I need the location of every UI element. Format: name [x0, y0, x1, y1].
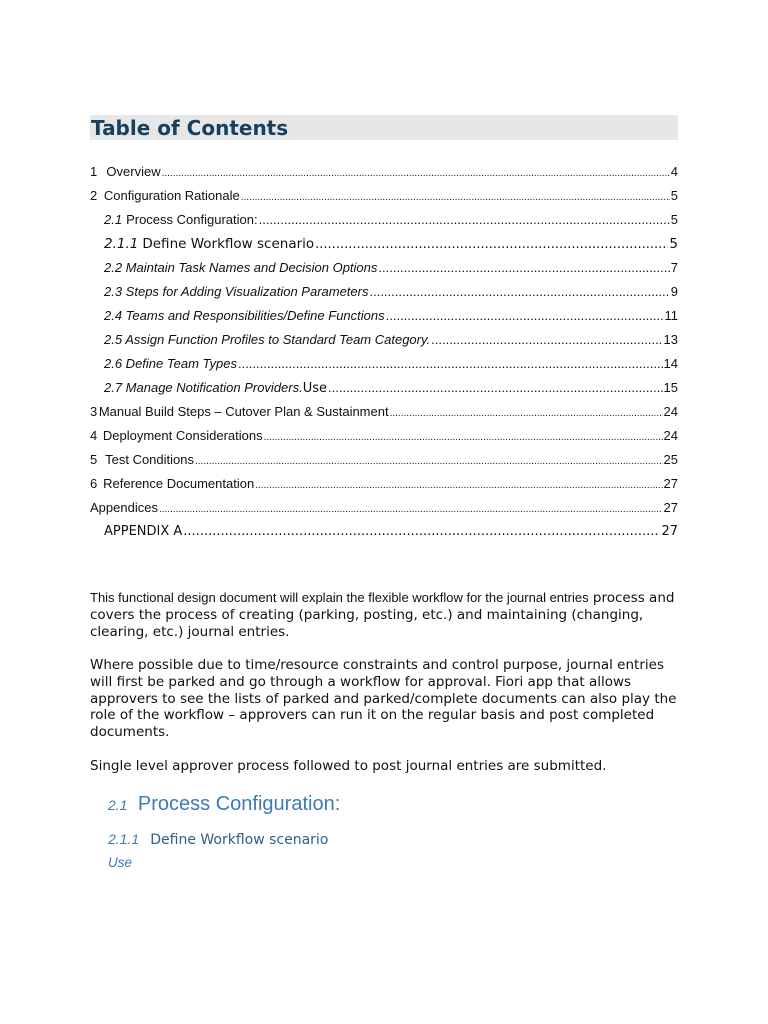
toc-entry-number: 2.1: [104, 212, 123, 227]
toc-leader-dots: [159, 504, 663, 515]
toc-entry-appendices[interactable]: [90, 500, 678, 524]
toc-entry-page: 15: [663, 380, 678, 395]
approver-process-paragraph: Single level approver process followed to post journal entries are submitted.: [90, 758, 607, 774]
toc-entry-page: 24: [663, 404, 678, 419]
toc-entry-reference-documentation[interactable]: [90, 476, 678, 500]
toc-leader-dots: [369, 284, 669, 299]
subsection-title: Define Workflow scenario: [150, 832, 329, 848]
toc-entry-page: 7: [670, 260, 678, 275]
section-heading-process-configuration: [108, 793, 340, 816]
toc-entry-number: 2.1.1: [104, 236, 139, 252]
toc-entry-title: Overview: [106, 164, 161, 179]
toc-entry-visualization-parameters[interactable]: [90, 284, 678, 308]
toc-leader-dots: [315, 237, 668, 252]
toc-heading: Table of Contents: [91, 116, 289, 140]
toc-entry-page: 9: [670, 284, 678, 299]
toc-leader-dots: [264, 432, 663, 443]
section-number: 2.1: [108, 797, 128, 813]
toc-leader-dots: [431, 332, 662, 347]
toc-entry-title: Define Workflow scenario: [142, 236, 315, 252]
toc-entry-number: 5: [90, 452, 98, 467]
toc-leader-dots: [162, 168, 670, 179]
toc-entry-page: 27: [661, 524, 678, 539]
toc-entry-title: 2.6 Define Team Types: [104, 356, 237, 371]
toc-leader-dots: [255, 480, 662, 491]
toc-entry-title: Manual Build Steps – Cutover Plan & Sustainment: [98, 404, 389, 419]
toc-entry-title: Reference Documentation: [103, 476, 255, 491]
toc-entry-title: 2.5 Assign Function Profiles to Standard Team Category.: [104, 332, 431, 347]
toc-leader-dots: [241, 192, 670, 203]
subsection-heading-define-workflow: [108, 829, 328, 848]
toc-entry-title: 2.3 Steps for Adding Visualization Parameters: [104, 284, 369, 299]
toc-entry-number: 1: [90, 164, 98, 179]
toc-entry-page: 5: [669, 236, 678, 252]
toc-entry-configuration-rationale[interactable]: [90, 188, 678, 212]
toc-leader-dots: [195, 456, 663, 467]
toc-entry-appendix-a[interactable]: [90, 524, 678, 548]
toc-leader-dots: [183, 524, 660, 539]
toc-entry-title: APPENDIX A: [104, 524, 183, 539]
toc-entry-title: Appendices: [90, 500, 158, 515]
toc-entry-title: 2.4 Teams and Responsibilities/Define Functions: [104, 308, 385, 323]
use-label: Use: [108, 855, 133, 870]
toc-entry-process-configuration[interactable]: [90, 212, 678, 236]
toc-entry-title: 2.7 Manage Notification Providers.: [104, 380, 303, 395]
section-title: Process Configuration:: [137, 793, 341, 815]
toc-entry-number: 3: [90, 404, 98, 419]
intro-paragraph-rest: process and covers the process of creating (parking, posting, etc.) and maintaining (changing, clearing, etc.) journal entries.: [90, 590, 675, 640]
toc-entry-define-workflow-scenario[interactable]: [90, 236, 678, 260]
toc-entry-number: 6: [90, 476, 98, 491]
table-of-contents: [90, 164, 678, 548]
toc-leader-dots: [328, 380, 663, 395]
toc-entry-deployment-considerations[interactable]: [90, 428, 678, 452]
toc-entry-page: 4: [670, 164, 678, 179]
toc-entry-title: Deployment Considerations: [102, 428, 263, 443]
toc-entry-title: Test Conditions: [105, 452, 194, 467]
approval-paragraph: Where possible due to time/resource constraints and control purpose, journal entries will first be parked and go through a workflow for approval. Fiori app that allows approvers to see the lists of parked and parked/complete documents can also play the role of the workflow – approvers can run it on the regular basis and post completed documents.: [90, 657, 677, 741]
toc-entry-assign-function-profiles[interactable]: [90, 332, 678, 356]
toc-entry-maintain-task-names[interactable]: [90, 260, 678, 284]
toc-entry-page: 27: [663, 476, 678, 491]
subsection-number: 2.1.1: [108, 831, 140, 847]
toc-entry-page: 5: [670, 188, 678, 203]
toc-entry-page: 24: [663, 428, 678, 443]
intro-paragraph-lead: This functional design document will explain the flexible workflow for the journal entries: [90, 590, 589, 605]
toc-leader-dots: [386, 308, 664, 323]
toc-entry-page: 27: [663, 500, 678, 515]
toc-entry-title: Configuration Rationale: [103, 188, 240, 203]
toc-entry-page: 14: [663, 356, 678, 371]
toc-entry-title: 2.2 Maintain Task Names and Decision Options: [104, 260, 378, 275]
toc-entry-page: 25: [663, 452, 678, 467]
toc-entry-test-conditions[interactable]: [90, 452, 678, 476]
toc-entry-number: 2: [90, 188, 98, 203]
toc-entry-page: 11: [664, 308, 678, 323]
toc-entry-teams-responsibilities[interactable]: [90, 308, 678, 332]
toc-entry-page: 13: [663, 332, 678, 347]
toc-entry-overview[interactable]: [90, 164, 678, 188]
toc-entry-manual-build-steps[interactable]: [90, 404, 678, 428]
intro-paragraph: [90, 590, 690, 640]
toc-leader-dots: [238, 356, 663, 371]
toc-heading-bar: [90, 115, 678, 140]
toc-leader-dots: [390, 408, 663, 419]
toc-entry-number: 4: [90, 428, 98, 443]
toc-entry-define-team-types[interactable]: [90, 356, 678, 380]
toc-entry-page: 5: [670, 212, 678, 227]
toc-entry-title-suffix: Use: [302, 381, 328, 396]
toc-entry-notification-providers[interactable]: [90, 380, 678, 404]
toc-leader-dots: [378, 260, 669, 275]
toc-leader-dots: [259, 212, 670, 227]
toc-entry-title: Process Configuration:: [126, 212, 258, 227]
